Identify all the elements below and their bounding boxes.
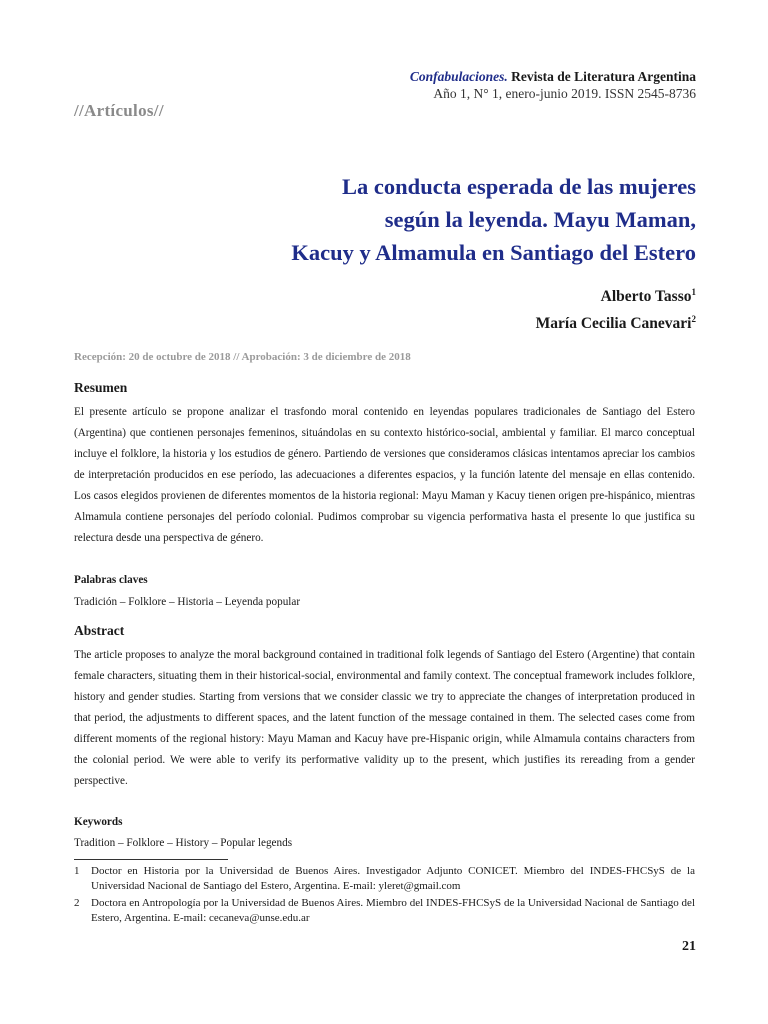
footnote-number: 2 — [74, 897, 80, 909]
title-line-2: según la leyenda. Mayu Maman, — [384, 207, 696, 232]
footnote-number: 1 — [74, 865, 80, 877]
footnote-text: Doctor en Historia por la Universidad de Buenos Aires. Investigador Adjunto CONICET. Miembro del INDES-FHCSyS de la Universidad Nacional de Santiago del Estero, Argentina. E-mail: yleret@gmail.com — [91, 865, 695, 892]
palabras-claves: Tradición – Folklore – Historia – Leyenda popular — [74, 596, 301, 608]
footnote-divider — [74, 859, 228, 860]
author-1-note[interactable]: 1 — [691, 287, 696, 297]
footnote — [74, 896, 695, 926]
keywords-heading: Keywords — [74, 816, 123, 828]
author-2 — [536, 314, 696, 333]
journal-header — [410, 68, 696, 102]
title-line-3: Kacuy y Almamula en Santiago del Estero — [291, 240, 696, 265]
author-1 — [601, 287, 696, 306]
journal-issue: Año 1, N° 1, enero-junio 2019. ISSN 2545-8736 — [433, 86, 696, 101]
abstract-text: The article proposes to analyze the moral background contained in traditional folk legends of Santiago del Estero (Argentine) that contain female characters, situating them in their historical-social, environmental and family context. The conceptual framework includes folklore, history and gender studies. Starting from versions that we consider classic we try to appreciate the changes of interpretation produced in that period, the adjustments to different spaces, and the latent function of the message contained in them. The selected cases come from different moments of the regional history: Mayu Maman and Kacuy have pre-Hispanic origin, while Almamula contains characters from the colonial period. We were able to verify its performative validity up to the present, which justifies its rereading from a gender perspective. — [74, 649, 695, 787]
footnote-text: Doctora en Antropología por la Universidad de Buenos Aires. Miembro del INDES-FHCSyS de la Universidad Nacional de Santiago del Estero, Argentina. E-mail: cecaneva@unse.edu.ar — [91, 897, 695, 924]
journal-name: Confabulaciones. — [409, 69, 508, 84]
section-label: //Artículos// — [74, 101, 164, 120]
article-title — [76, 170, 696, 269]
footnotes — [74, 864, 695, 928]
abstract-heading: Abstract — [74, 623, 125, 638]
author-2-name: María Cecilia Canevari — [535, 315, 692, 333]
author-1-name: Alberto Tasso — [600, 288, 692, 306]
footnote — [74, 864, 695, 894]
title-line-1: La conducta esperada de las mujeres — [342, 174, 696, 199]
page-number: 21 — [682, 939, 696, 954]
author-2-note[interactable]: 2 — [691, 314, 696, 324]
resumen-heading: Resumen — [74, 380, 128, 395]
journal-name-line — [410, 68, 696, 85]
palabras-claves-heading: Palabras claves — [74, 574, 148, 586]
resumen-text: El presente artículo se propone analizar el trasfondo moral contenido en leyendas populares tradicionales de Santiago del Estero (Argentina) que contienen personajes femeninos, situándolas en su contexto histórico-social, ambiental y familiar. El marco conceptual incluye el folklore, la historia y los estudios de género. Partiendo de versiones que consideramos clásicas intentamos apreciar los cambios de interpretación producidos en ese período, las adecuaciones a diferentes espacios, y la función latente del mensaje en ellas contenido. Los casos elegidos provienen de diferentes momentos de la historia regional: Mayu Maman y Kacuy tienen origen pre-hispánico, mientras Almamula contiene personajes del período colonial. Pudimos comprobar su vigencia performativa hasta el presente lo que justifica su relectura desde una perspectiva de género. — [74, 406, 695, 544]
journal-subtitle: Revista de Literatura Argentina — [511, 69, 696, 84]
submission-dates: Recepción: 20 de octubre de 2018 // Aprobación: 3 de diciembre de 2018 — [74, 351, 411, 363]
keywords: Tradition – Folklore – History – Popular legends — [74, 837, 293, 849]
